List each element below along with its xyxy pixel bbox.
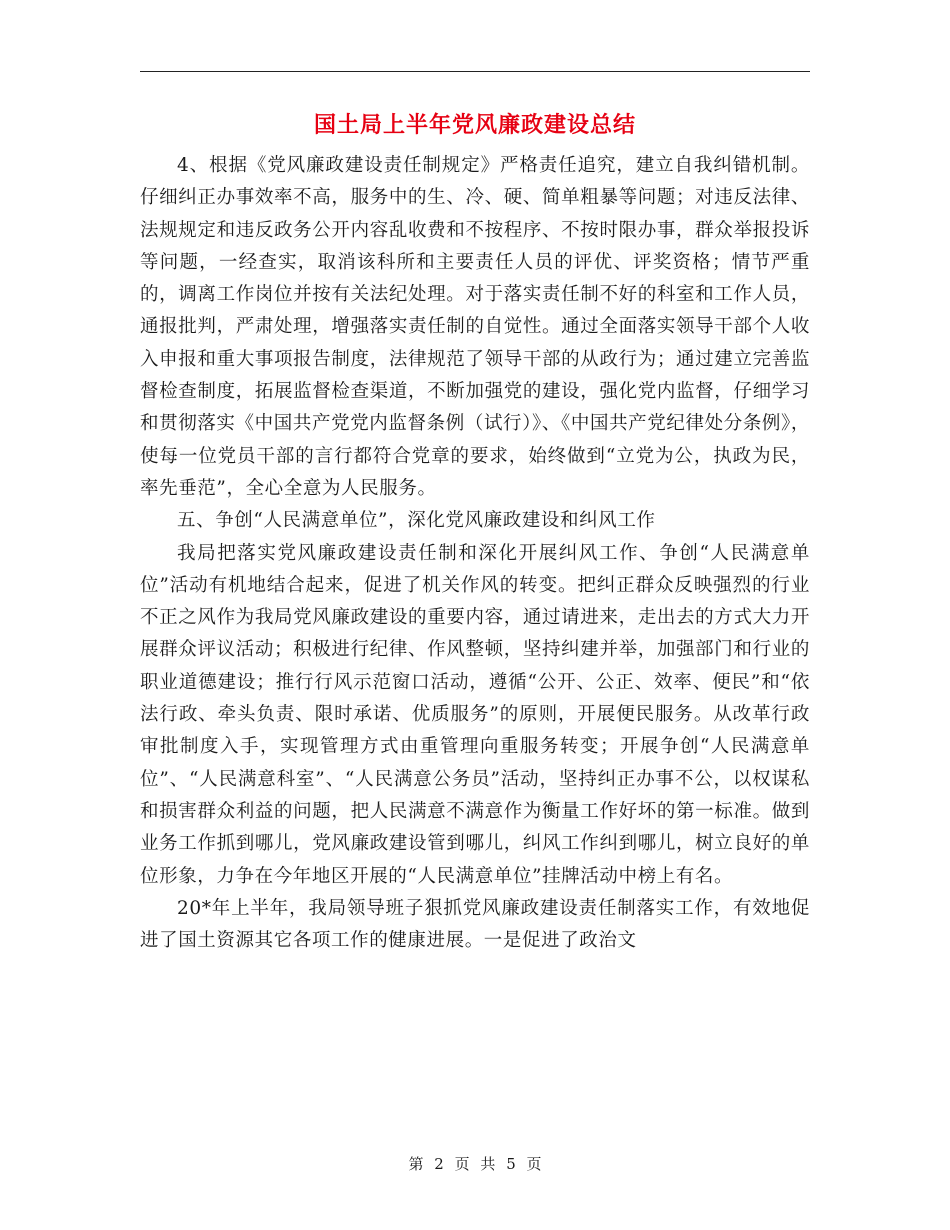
footer-page-unit: 页 — [454, 1155, 470, 1173]
footer-prefix: 第 — [408, 1155, 424, 1173]
page-footer — [0, 1152, 950, 1176]
paragraph-1: 4、根据《党风廉政建设责任制规定》严格责任追究，建立自我纠错机制。仔细纠正办事效率不高，服务中的生、冷、硬、简单粗暴等问题；对违反法律、法规规定和违反政务公开内容乱收费和不按程序、不按时限办事，群众举报投诉等问题，一经查实，取消该科所和主要责任人员的评优、评奖资格；情节严重的，调离工作岗位并按有关法纪处理。对于落实责任制不好的科室和工作人员，通报批判，严肃处理，增强落实责任制的自觉性。通过全面落实领导干部个人收入申报和重大事项报告制度，法律规范了领导干部的从政行为；通过建立完善监督检查制度，拓展监督检查渠道，不断加强党的建设，强化党内监督，仔细学习和贯彻落实《中国共产党党内监督条例（试行）》、《中国共产党纪律处分条例》，使每一位党员干部的言行都符合党章的要求，始终做到“立党为公，执政为民，率先垂范”，全心全意为人民服务。 — [140, 155, 810, 499]
paragraph-3: 20*年上半年，我局领导班子狠抓党风廉政建设责任制落实工作，有效地促进了国土资源其它各项工作的健康进展。一是促进了政治文 — [140, 897, 810, 952]
footer-total-unit: 页 — [526, 1155, 542, 1173]
header-rule — [140, 71, 810, 72]
document-body — [140, 150, 810, 957]
paragraph-2: 我局把落实党风廉政建设责任制和深化开展纠风工作、争创“人民满意单位”活动有机地结合起来，促进了机关作风的转变。把纠正群众反映强烈的行业不正之风作为我局党风廉政建设的重要内容，通过请进来，走出去的方式大力开展群众评议活动；积极进行纪律、作风整顿，坚持纠建并举，加强部门和行业的职业道德建设；推行行风示范窗口活动，遵循“公开、公正、效率、便民”和“依法行政、牵头负责、限时承诺、优质服务”的原则，开展便民服务。从改革行政审批制度入手，实现管理方式由重管理向重服务转变；开展争创“人民满意单位”、“人民满意科室”、“人民满意公务员”活动，坚持纠正办事不公，以权谋私和损害群众利益的问题，把人民满意不满意作为衡量工作好坏的第一标准。做到业务工作抓到哪儿，党风廉政建设管到哪儿，纠风工作纠到哪儿，树立良好的单位形象，力争在今年地区开展的“人民满意单位”挂牌活动中榜上有名。 — [140, 542, 810, 887]
document-title: 国土局上半年党风廉政建设总结 — [313, 112, 636, 138]
footer-total-pages: 5 — [506, 1155, 516, 1173]
section-heading-5: 五、争创“人民满意单位”，深化党风廉政建设和纠风工作 — [177, 510, 656, 532]
footer-total-prefix: 共 — [480, 1155, 496, 1173]
footer-page-number: 2 — [434, 1155, 444, 1173]
